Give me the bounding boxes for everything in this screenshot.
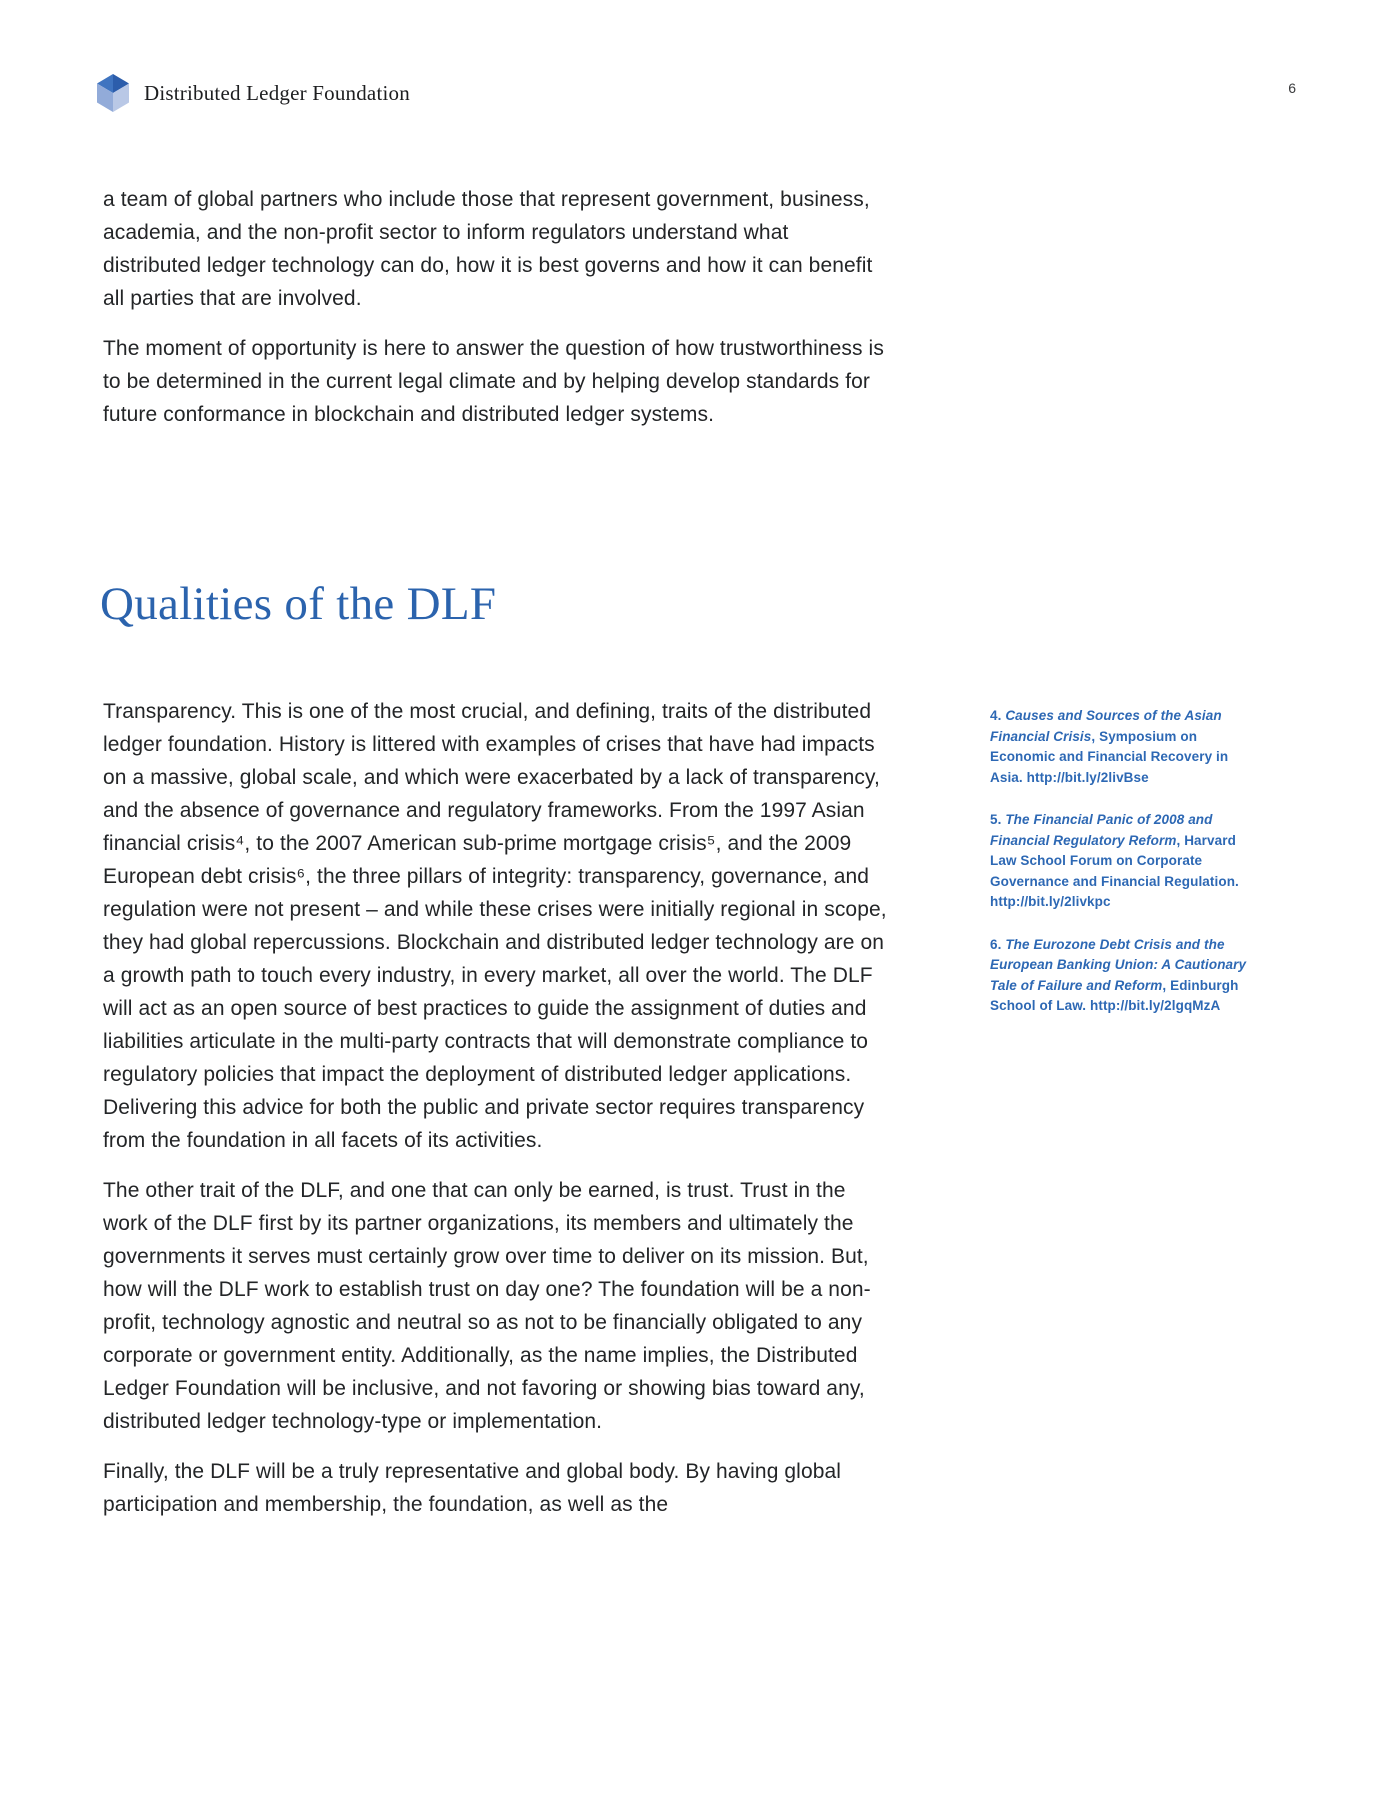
footnote-4-text: , Symposium on Economic and Financial Recovery in Asia.	[990, 728, 1229, 785]
section-paragraph-transparency: Transparency. This is one of the most crucial, and defining, traits of the distributed ledger foundation. History is littered with examples of crises that have had impacts on a massive, global scale, and which were exacerbated by a lack of transparency, and the absence of governance and regulatory frameworks. From the 1997 Asian financial crisis⁴, to the 2007 American sub-prime mortgage crisis⁵, and the 2009 European debt crisis⁶, the three pillars of integrity: transparency, governance, and regulation were not present – and while these crises were initially regional in scope, they had global repercussions. Blockchain and distributed ledger technology are on a growth path to touch every industry, in every market, all over the world. The DLF will act as an open source of best practices to guide the assignment of duties and liabilities articulate in the multi-party contracts that will demonstrate compliance to regulatory policies that impact the deployment of distributed ledger applications. Delivering this advice for both the public and private sector requires transparency from the foundation in all facets of its activities.	[103, 700, 887, 1152]
footnote-6-title: The Eurozone Debt Crisis and the European Banking Union: A Cautionary Tale of Failure and Reform	[990, 936, 1247, 993]
footnote-4-title: Causes and Sources of the Asian Financial Crisis	[990, 708, 1222, 744]
intro-section	[103, 183, 888, 448]
footnote-5-link[interactable]: http://bit.ly/2livkpc	[990, 894, 1111, 909]
footnote-4	[990, 706, 1248, 788]
section-paragraph-global: Finally, the DLF will be a truly representative and global body. By having global participation and membership, the foundation, as well as the	[103, 1460, 842, 1516]
footnote-6	[990, 935, 1248, 1017]
brand-name: Distributed Ledger Foundation	[144, 80, 410, 105]
footnote-6-text: , Edinburgh School of Law.	[990, 977, 1239, 1013]
header-brand	[96, 74, 410, 112]
intro-paragraph-1: a team of global partners who include those that represent government, business, academia, and the non-profit sector to inform regulators understand what distributed ledger technology can do, how it is best governs and how it can benefit all parties that are involved.	[103, 188, 873, 310]
footnotes-sidebar	[990, 706, 1248, 1039]
footnote-5-label: 5.	[990, 812, 1002, 827]
section-heading: Qualities of the DLF	[100, 578, 497, 630]
footnote-4-link[interactable]: http://bit.ly/2livBse	[1026, 769, 1149, 785]
page-number: 6	[1288, 80, 1296, 96]
section-body	[103, 695, 893, 1538]
footnote-5	[990, 810, 1248, 913]
section-paragraph-trust: The other trait of the DLF, and one that can only be earned, is trust. Trust in the work of the DLF first by its partner organizations, its members and ultimately the governments it serves must certainly grow over time to deliver on its mission. But, how will the DLF work to establish trust on day one? The foundation will be a non-profit, technology agnostic and neutral so as not to be financially obligated to any corporate or government entity. Additionally, as the name implies, the Distributed Ledger Foundation will be inclusive, and not favoring or showing bias toward any, distributed ledger technology-type or implementation.	[103, 1179, 871, 1433]
footnote-4-label: 4.	[990, 708, 1002, 723]
cube-logo-icon	[96, 74, 130, 112]
footnote-6-link[interactable]: http://bit.ly/2lgqMzA	[1090, 998, 1221, 1013]
footnote-5-title: The Financial Panic of 2008 and Financial Regulatory Reform	[990, 812, 1213, 848]
intro-paragraph-2: The moment of opportunity is here to answer the question of how trustworthiness is to be determined in the current legal climate and by helping develop standards for future conformance in blockchain and distributed ledger systems.	[103, 337, 884, 426]
footnote-5-text: , Harvard Law School Forum on Corporate Governance and Financial Regulation.	[990, 832, 1239, 889]
footnote-6-label: 6.	[990, 936, 1002, 952]
